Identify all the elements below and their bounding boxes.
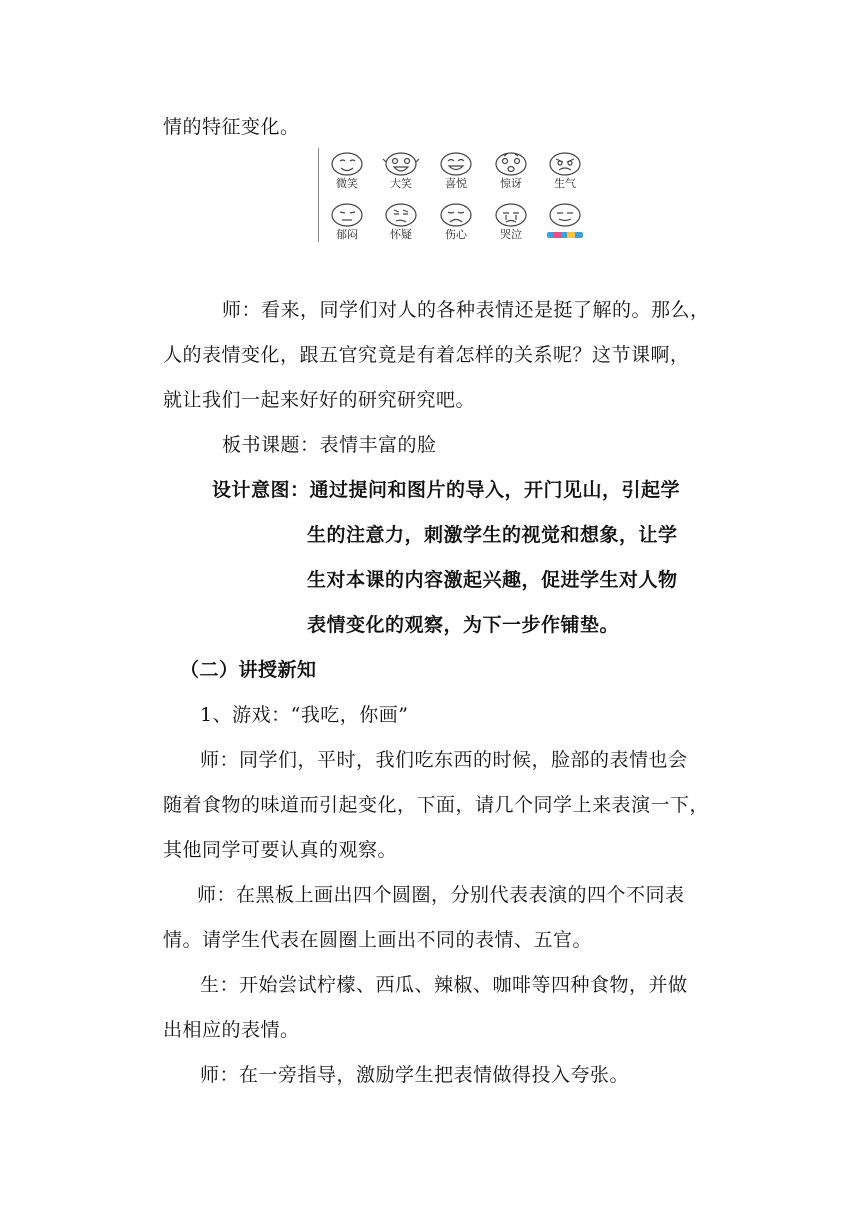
text-line-10: 情。请学生代表在圆圈上画出不同的表情、五官。: [163, 929, 593, 951]
face-label: 哭泣: [500, 228, 522, 241]
face-label: 大笑: [390, 177, 412, 190]
text-line-4: 就让我们一起来好好的研究研究吧。: [163, 389, 476, 411]
text-line-1: 情的特征变化。: [163, 116, 300, 138]
face-label: 生气: [554, 177, 576, 190]
logo-mark-icon: [547, 232, 583, 238]
face-label: 郁闷: [336, 228, 358, 241]
design-intent-line-4: 表情变化的观察，为下一步作铺垫。: [307, 614, 620, 636]
text-line-game: 1、游戏：“我吃，你画”: [200, 704, 409, 726]
facial-expressions-figure: [318, 148, 591, 242]
text-line-2: 师：看来，同学们对人的各种表情还是挺了解的。那么，: [222, 299, 710, 321]
text-line-7: 随着食物的味道而引起变化，下面，请几个同学上来表演一下，: [163, 794, 710, 816]
face-angry-icon: [550, 153, 580, 175]
design-intent-line-2: 生的注意力，刺激学生的视觉和想象，让学: [307, 524, 678, 546]
face-joy-icon: [441, 153, 471, 175]
text-line-6: 师：同学们，平时，我们吃东西的时候，脸部的表情也会: [200, 749, 688, 771]
face-surprise-icon: [496, 153, 526, 175]
face-label: 喜悦: [445, 177, 467, 190]
face-sad-icon: [441, 204, 471, 226]
face-crying-icon: [496, 204, 526, 226]
face-label: 伤心: [445, 228, 467, 241]
text-line-13: 师：在一旁指导，激励学生把表情做得投入夸张。: [200, 1064, 630, 1086]
face-smile-icon: [332, 153, 362, 175]
text-line-11: 生：开始尝试柠檬、西瓜、辣椒、咖啡等四种食物，并做: [200, 974, 688, 996]
face-label: 惊讶: [500, 177, 522, 190]
face-laugh-icon: [383, 153, 419, 175]
face-label: 微笑: [336, 177, 358, 190]
text-line-12: 出相应的表情。: [163, 1019, 300, 1041]
design-intent-line-3: 生对本课的内容激起兴趣，促进学生对人物: [307, 569, 678, 591]
text-line-9: 师：在黑板上画出四个圆圈，分别代表表演的四个不同表: [197, 884, 685, 906]
section-heading: （二）讲授新知: [180, 659, 317, 681]
text-line-3: 人的表情变化，跟五官究竟是有着怎样的关系呢？这节课啊，: [163, 344, 690, 366]
face-depressed-icon: [332, 204, 362, 226]
face-label: 怀疑: [390, 228, 412, 241]
text-line-8: 其他同学可要认真的观察。: [163, 839, 398, 861]
text-line-5: 板书课题：表情丰富的脸: [222, 434, 437, 456]
design-intent-line-1: 设计意图：通过提问和图片的导入，开门见山，引起学: [212, 479, 681, 501]
face-doubt-icon: [386, 204, 416, 226]
face-wink-icon: [550, 204, 580, 226]
